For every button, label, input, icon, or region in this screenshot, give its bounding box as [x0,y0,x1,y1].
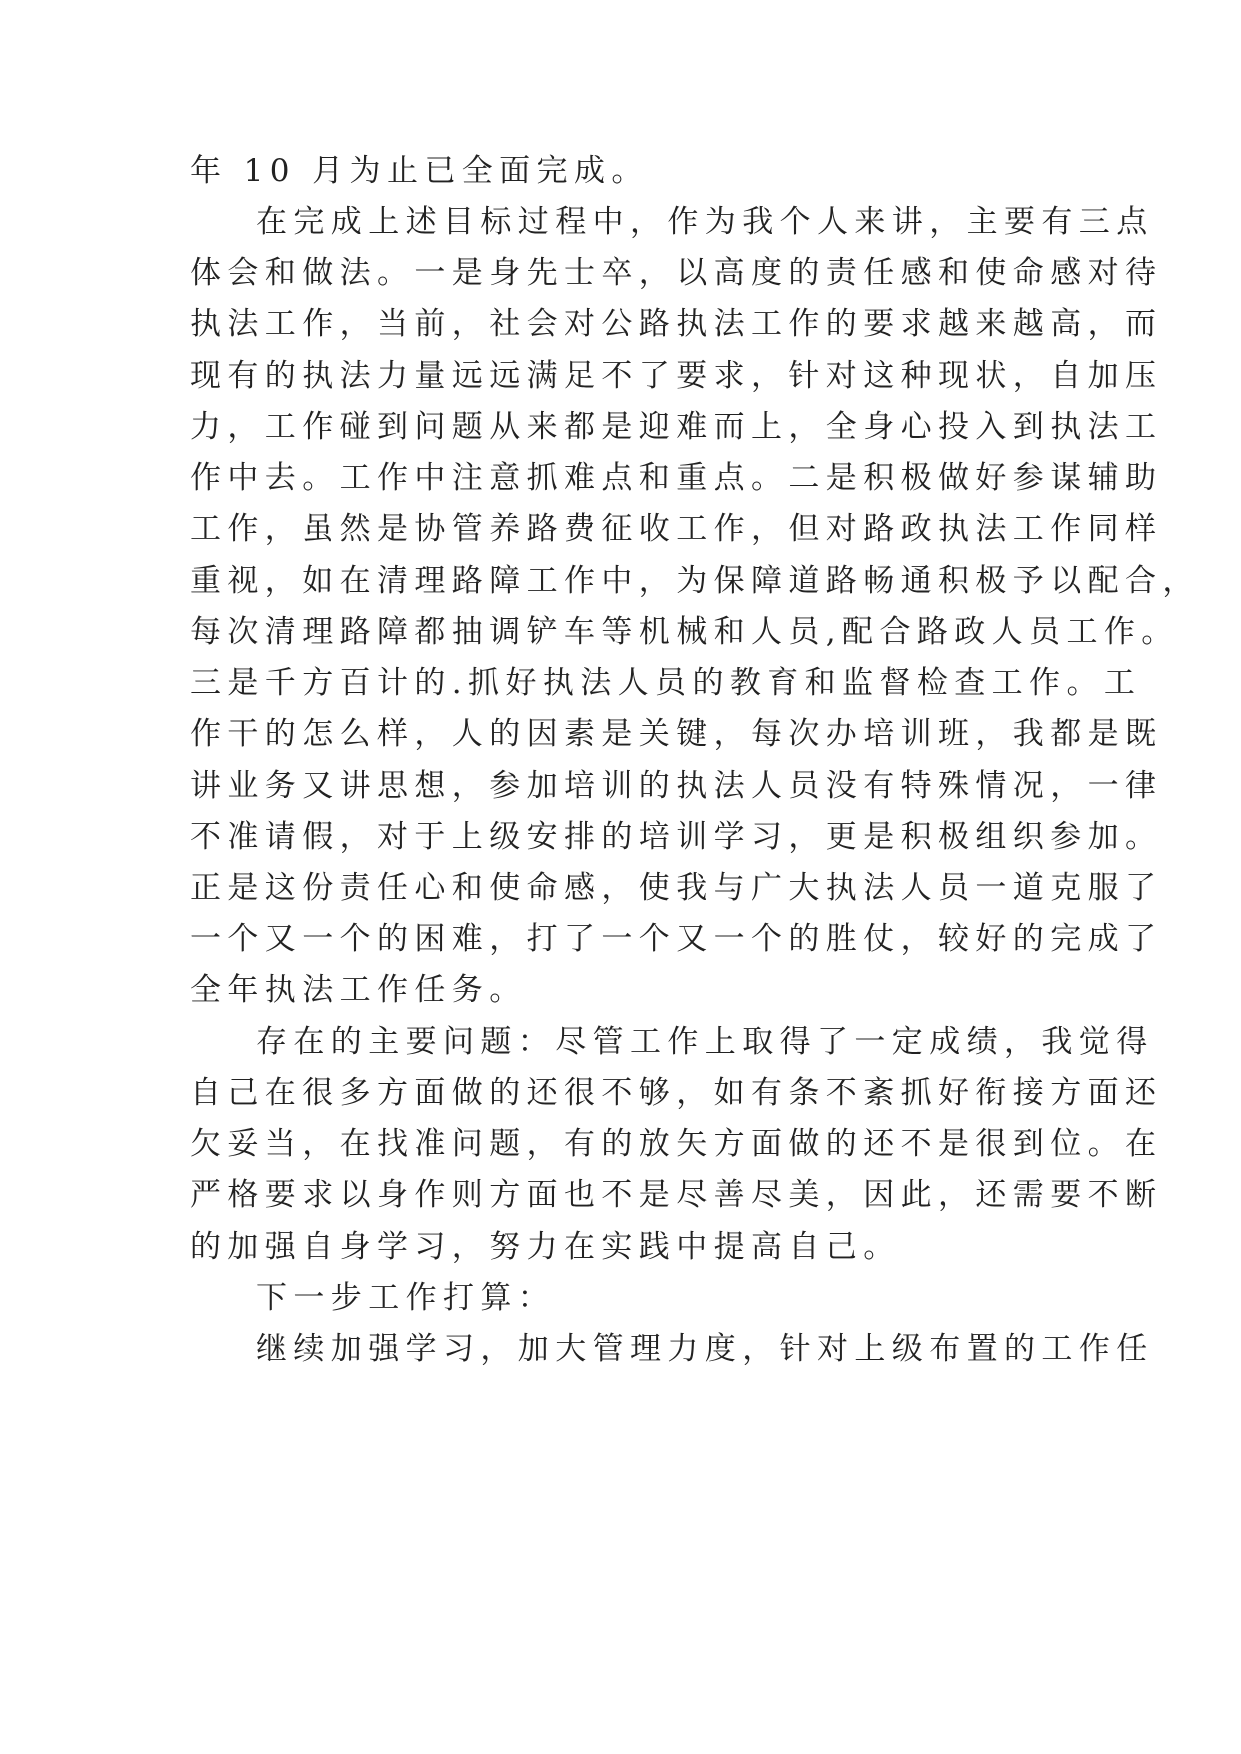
text-line: 执法工作，当前，社会对公路执法工作的要求越来越高，而 [190,306,1163,342]
text-line: 作中去。工作中注意抓难点和重点。二是积极做好参谋辅助 [190,460,1163,496]
text-line: 体会和做法。一是身先士卒，以高度的责任感和使命感对待 [190,255,1163,291]
text-line: 工作，虽然是协管养路费征收工作，但对路政执法工作同样 [190,511,1163,547]
text-line: 一个又一个的困难，打了一个又一个的胜仗，较好的完成了 [190,921,1163,957]
text-line: 全年执法工作任务。 [190,972,527,1008]
text-line: 下一步工作打算： [256,1280,556,1316]
text-line: 每次清理路障都抽调铲车等机械和人员,配合路政人员工作。 [190,614,1179,650]
text-line: 讲业务又讲思想，参加培训的执法人员没有特殊情况，一律 [190,768,1163,804]
text-line: 严格要求以身作则方面也不是尽善尽美，因此，还需要不断 [190,1177,1163,1213]
text-line: 的加强自身学习，努力在实践中提高自己。 [190,1229,901,1265]
text-line: 三是千方百计的.抓好执法人员的教育和监督检查工作。工 [190,665,1142,701]
text-line: 作干的怎么样，人的因素是关键，每次办培训班，我都是既 [190,716,1163,752]
text-line: 继续加强学习，加大管理力度，针对上级布置的工作任 [256,1331,1154,1367]
text-line: 不准请假，对于上级安排的培训学习，更是积极组织参加。 [190,819,1163,855]
text-line: 重视，如在清理路障工作中，为保障道路畅通积极予以配合， [190,563,1200,599]
text-line: 自己在很多方面做的还很不够，如有条不紊抓好衔接方面还 [190,1075,1163,1111]
text-line: 在完成上述目标过程中，作为我个人来讲，主要有三点 [256,204,1154,240]
text-line: 存在的主要问题：尽管工作上取得了一定成绩，我觉得 [256,1024,1154,1060]
text-line: 力，工作碰到问题从来都是迎难而上，全身心投入到执法工 [190,409,1163,445]
text-line: 欠妥当，在找准问题，有的放矢方面做的还不是很到位。在 [190,1126,1163,1162]
text-line: 现有的执法力量远远满足不了要求，针对这种现状，自加压 [190,358,1163,394]
text-line: 年 10 月为止已全面完成。 [190,153,649,189]
text-line: 正是这份责任心和使命感，使我与广大执法人员一道克服了 [190,870,1163,906]
